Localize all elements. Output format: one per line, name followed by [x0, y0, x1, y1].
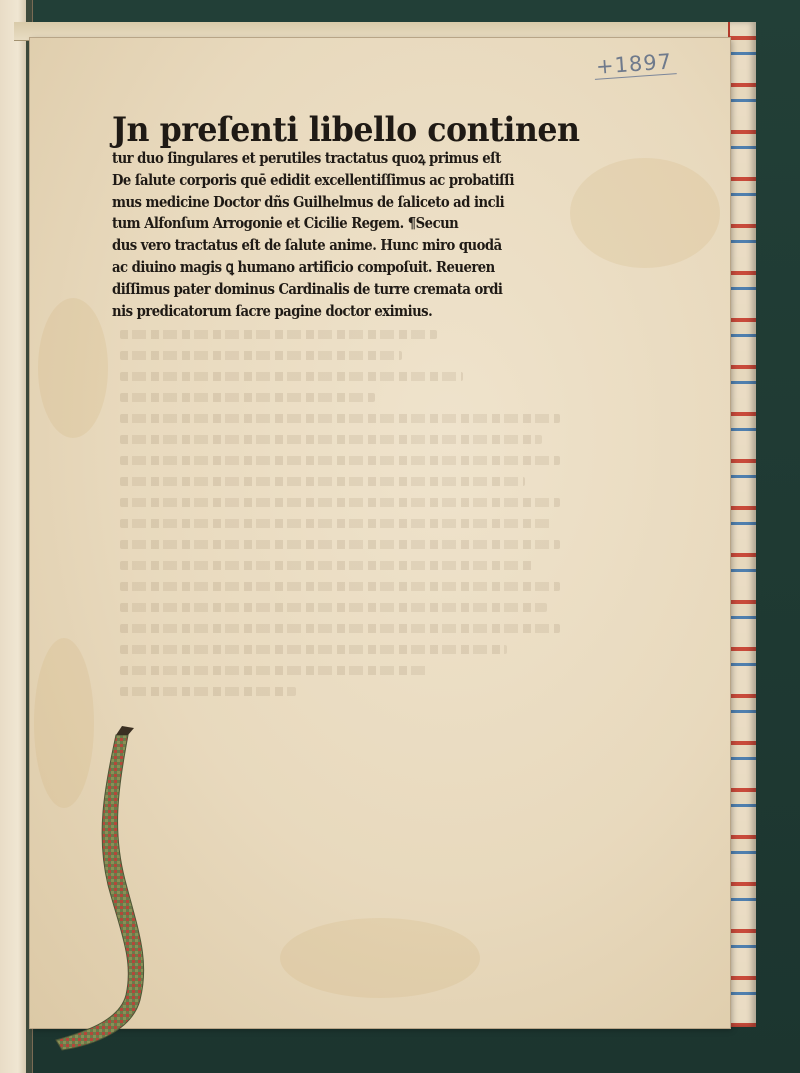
text-line: ac diuino magis ꝗ humano artificio compoſuit. Reueren [112, 257, 495, 276]
paper-stain [38, 298, 108, 438]
incipit-text-block [112, 110, 580, 322]
incipit-heading: Jn preſenti libello continen [112, 110, 580, 150]
paper-stain [570, 158, 720, 268]
text-line: mus medicine Doctor dñs Guilhelmus de ſaliceto ad incli [112, 192, 505, 211]
text-line: nis predicatorum ſacre pagine doctor eximius. [112, 301, 433, 320]
bleed-through-text [120, 318, 560, 808]
text-line: tum Alfonſum Arrogonie et Cicilie Regem. ¶Secun [112, 214, 459, 233]
text-line: diſſimus pater dominus Cardinalis de turre cremata ordi [112, 279, 503, 298]
text-line: dus vero tractatus eſt de ſalute anime. Hunc miro quodā [112, 236, 502, 255]
handwritten-shelfmark: +1897 [593, 49, 677, 80]
text-line: tur duo ſingulares et perutiles tractatus quoꝝ primus eſt [112, 149, 501, 167]
text-line: De ſalute corporis quē edidit excellentiſſimus ac probatiſſi [112, 170, 514, 189]
paper-stain [34, 638, 94, 808]
marbled-fore-edge [728, 22, 756, 1027]
paper-stain [280, 918, 480, 998]
